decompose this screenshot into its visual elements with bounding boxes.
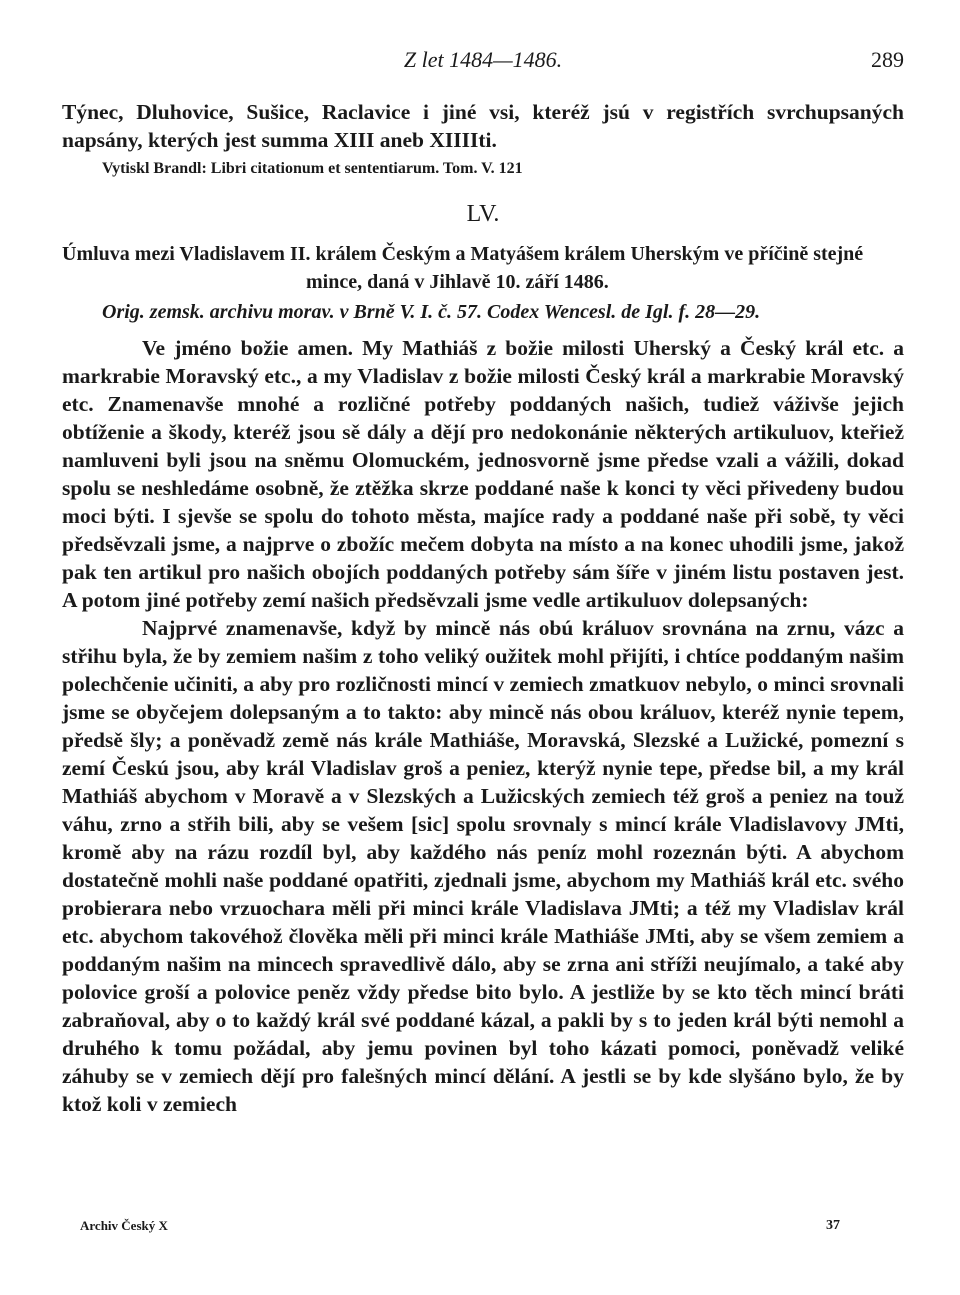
source-citation: Orig. zemsk. archivu morav. v Brně V. I. č. 57. Codex Wencesl. de Igl. f. 28—29.	[102, 301, 761, 323]
sheet-number: 37	[826, 1218, 840, 1233]
body-text	[62, 334, 904, 1118]
document-title-line-1: Úmluva mezi Vladislavem II. králem Českým a Matyášem králem Uherským ve příčině stejné	[62, 243, 864, 265]
document-title	[62, 240, 904, 296]
running-title: Z let 1484—1486.	[403, 47, 563, 72]
page-footer	[80, 1216, 840, 1236]
document-title-line-2: mince, daná v Jihlavě 10. září 1486.	[306, 271, 609, 293]
signature-mark: Archiv Český X	[80, 1218, 168, 1233]
page-number: 289	[871, 47, 904, 72]
running-head	[62, 44, 904, 76]
paragraph-2: Najprvé znamenavše, když by mincě nás obú králuov srovnána na zrnu, vázc a střihu byla, že by zemiem našim z toho veliký oužitek mohl přijíti, i chtíce poddaným našim polechčenie učiniti, a aby pro rozličnosti mincí v zemiech zmatkuov nebylo, o minci srovnali jsme se obyčejem dolepsaným a to takto: aby mincě nás obou králuov, kteréž nynie tepem, předsě šly; a poněvadž země nás krále Mathiáše, Moravská, Slezské a Lužické, pomezní s zemí Českú jsou, aby král Vladislav groš a peniez, kterýž nynie tepe, předse bil, a my král Mathiáš abychom v Moravě a v Slezských a Lužicských zemiech též groš a peniez na touž váhu, zrno a střih bili, aby se vešem [sic] spolu srovnaly s mincí krále Vladislavovy JMti, kromě aby na rázu rozdíl byl, aby každého nás peníz mohl rozeznán býti. A abychom dostatečně mohli naše poddané opatřiti, zjednali jsme, abychom my Mathiáš král etc. svého probierara nebo vrzuochara měli při minci krále Vladislava JMti; a též my Vladislav král etc. abychom takovéhož člověka měli při minci krále Mathiáše JMti, aby se všem zemiem a poddaným našim na mincech spravedlivě dálo, aby se zrna ani stříži neujímalo, a také aby polovice groší a polovice peněz vždy předse bito bylo. A jestliže by se kto těch mincí bráti zabraňoval, aby o to každý král své poddané kázal, a pakli by s to jeden král býti nemohl a druhého k tomu požádal, aby jemu povinen byl toho kázati pomoci, poněvadž veliké záhuby se v zemiech dějí pro falešných mincí dělání. A jestli se by kde slyšáno bylo, že by ktož koli v zemiech	[62, 616, 904, 1116]
edition-note: Vytiskl Brandl: Libri citationum et sententiarum. Tom. V. 121	[102, 160, 523, 177]
intro-text: Týnec, Dluhovice, Sušice, Raclavice i jiné vsi, kteréž jsú v registřích svrchupsaných napsány, kterých jest summa XIII aneb XIIIIti.	[62, 100, 904, 152]
paragraph-1: Ve jméno božie amen. My Mathiáš z božie milosti Uherský a Český král etc. a markrabie Moravský etc., a my Vladislav z božie milosti Český král a markrabie Moravský etc. Znamenavše mnohé a rozličné potřeby poddaných našich, tudiež váživše jejich obtíženie a škody, kteréž jsou sě dály a dějí pro nedokonánie některých artikuluov, kteřiež namluveni byli jsou na sněmu Olomuckém, jednosvorně jsme předse vzali a vážili, dokad spolu se neshledáme osobně, že ztěžka skrze poddané naše k konci ty věci přivedeny budou moci býti. I sjevše se spolu do tohoto města, majíce rady a poddané naše při sobě, ty věci předsěvzali jsme, a najprve o zbožíc mečem dobyta na místo a na konec uhodili jsme, jakož pak ten artikul pro našich obojích poddaných potřeby sám šíře v jiném listu postaven jest. A potom jiné potřeby zemí našich předsěvzali jsme vedle artikuluov dolepsaných:	[62, 336, 904, 612]
document-number: LV.	[466, 201, 500, 227]
